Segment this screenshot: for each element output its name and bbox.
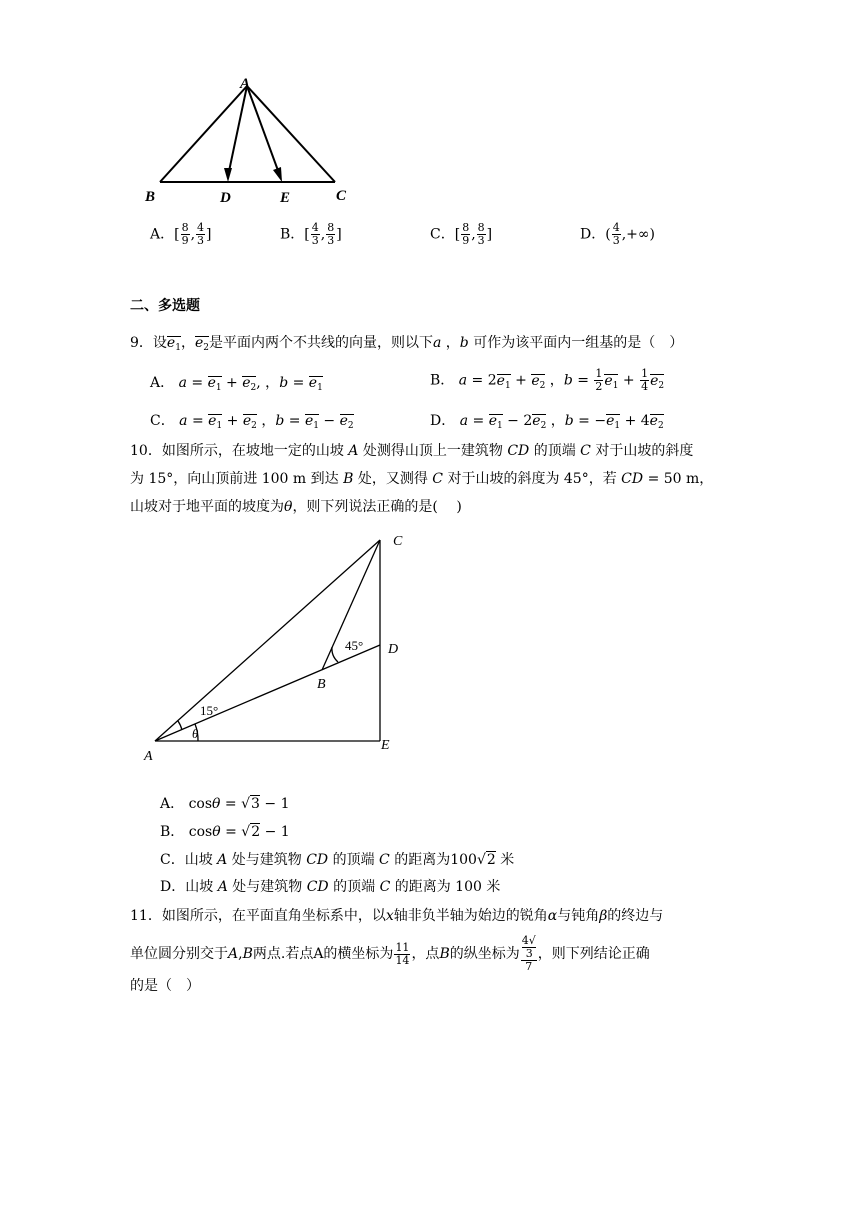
q9-stem: 9．设$e_1$，$e_2$是平面内两个不共线的向量，则以下a ，b 可作为该平面内一组基的是（ ）	[130, 335, 684, 353]
angle-45-label: 45°	[345, 638, 364, 653]
section-heading: 二、多选题	[130, 298, 200, 314]
label-B: B	[145, 189, 156, 205]
theta-label: θ	[192, 726, 199, 741]
q11-line2: 单位圆分别交于A,B两点.若点A的横坐标为 $\frac{11}{14}$ ，点B的纵坐标为 4√ 3 7 ，则下列结论正确	[130, 934, 650, 973]
q9-option-b[interactable]: B． $a = 2e_1 + e_2$ ，b = $\frac{1}{2}$ $e_1$ + $\frac{1}{4}$ $e_2$	[430, 367, 665, 393]
q11-line1: 11．如图所示，在平面直角坐标系中，以x轴非负半轴为始边的锐角α与钝角β的终边与	[130, 908, 664, 924]
q9-option-c[interactable]: C． $a = e_1 + e_2$ ，$b = e_1 - e_2$	[150, 413, 354, 431]
triangle-vector-figure	[140, 72, 360, 212]
label-E: E	[381, 738, 390, 753]
q11-line3: 的是（ ）	[130, 978, 200, 994]
label-E: E	[280, 190, 291, 206]
q9-option-d[interactable]: D． $a = e_1 - 2e_2$ ，$b = -e_1 + 4e_2$	[430, 413, 664, 431]
q8-option-c[interactable]: C．[ $\frac{8}{9}$ , $\frac{8}{3}$ ]	[430, 221, 493, 247]
label-C: C	[336, 188, 347, 204]
q8-option-a[interactable]: A．[ $\frac{8}{9}$ , $\frac{4}{3}$ ]	[150, 221, 212, 247]
label-A: A	[144, 749, 153, 764]
q8-option-d[interactable]: D．( $\frac{4}{3}$ ,+∞)	[580, 221, 656, 247]
slope-building-figure	[140, 525, 420, 770]
angle-15-label: 15°	[200, 703, 219, 718]
label-D: D	[388, 642, 399, 657]
label-A: A	[240, 76, 251, 92]
q10-option-b[interactable]: B． cosθ = √2 − 1	[160, 824, 290, 840]
q10-option-d[interactable]: D．山坡 A 处与建筑物 CD 的顶端 C 的距离为 100 米	[160, 879, 501, 895]
q10-line2: 为 15°，向山顶前进 100 m 到达 B 处，又测得 C 对于山坡的斜度为 45°，若 CD = 50 m，	[130, 471, 714, 487]
q8-option-b[interactable]: B．[ $\frac{4}{3}$ , $\frac{8}{3}$ ]	[280, 221, 342, 247]
q10-line1: 10．如图所示，在坡地一定的山坡 A 处测得山顶上一建筑物 CD 的顶端 C 对于山坡的斜度	[130, 443, 694, 459]
q10-option-c[interactable]: C．山坡 A 处与建筑物 CD 的顶端 C 的距离为100√2 米	[160, 852, 515, 868]
label-D: D	[220, 190, 231, 206]
label-B: B	[317, 677, 326, 692]
q9-option-a[interactable]: A． $a = e_1 + e_2$, ，$b = e_1$	[150, 375, 323, 393]
q10-option-a[interactable]: A． cosθ = √3 − 1	[160, 796, 290, 812]
label-C: C	[393, 534, 403, 549]
q10-line3: 山坡对于地平面的坡度为θ，则下列说法正确的是( )	[130, 499, 462, 515]
